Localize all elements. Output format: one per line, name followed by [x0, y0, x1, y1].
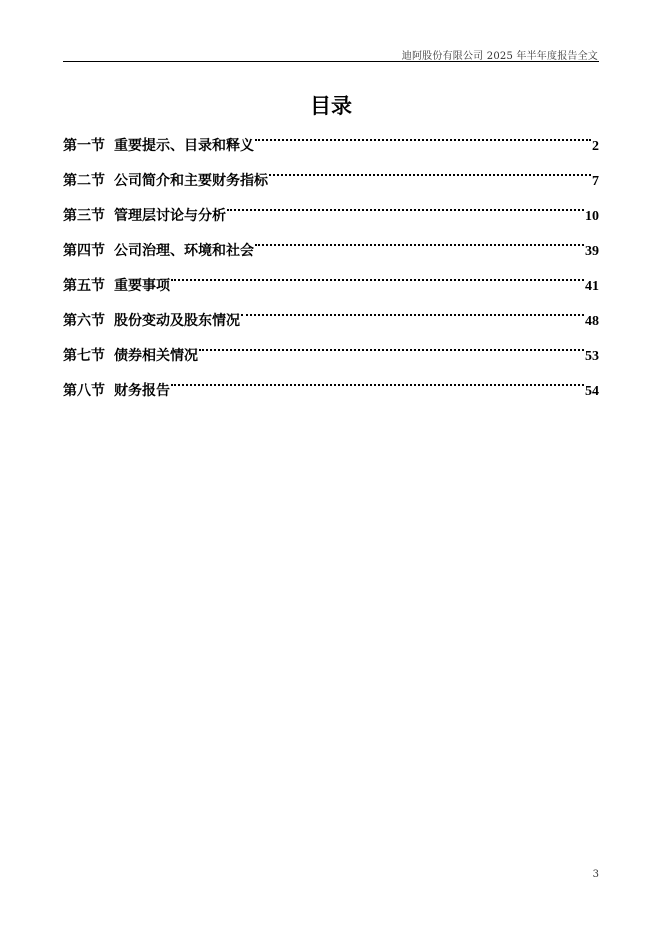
toc-section-number: 第七节 — [63, 348, 105, 364]
toc-dot-leader — [269, 159, 591, 185]
toc-title: 目录 — [310, 93, 352, 118]
toc-entry-5[interactable] — [63, 264, 599, 299]
toc-section-number: 第二节 — [63, 173, 105, 189]
toc-section-title: 重要提示、目录和释义 — [114, 138, 254, 154]
toc-entry-8[interactable] — [63, 369, 599, 404]
page-number: 3 — [592, 869, 599, 880]
toc-section-number: 第五节 — [63, 278, 105, 294]
toc-entry-1[interactable] — [63, 124, 599, 159]
toc-dot-leader — [171, 369, 584, 395]
toc-dot-leader — [255, 124, 591, 150]
toc-dot-leader — [227, 194, 584, 220]
toc-section-title: 公司治理、环境和社会 — [114, 243, 254, 259]
toc-dot-leader — [255, 229, 584, 255]
toc-page-number: 48 — [585, 314, 599, 329]
toc-section-title: 股份变动及股东情况 — [114, 313, 240, 329]
toc-list — [63, 124, 599, 404]
toc-dot-leader — [171, 264, 584, 290]
toc-page-number: 7 — [592, 174, 599, 189]
toc-section-title: 管理层讨论与分析 — [114, 208, 226, 224]
toc-entry-2[interactable] — [63, 159, 599, 194]
toc-section-title: 公司简介和主要财务指标 — [114, 173, 268, 189]
header-divider — [63, 61, 599, 62]
toc-page-number: 39 — [585, 244, 599, 259]
toc-section-number: 第三节 — [63, 208, 105, 224]
toc-page-number: 53 — [585, 349, 599, 364]
toc-section-title: 财务报告 — [114, 383, 170, 399]
toc-dot-leader — [199, 334, 584, 360]
toc-section-title: 重要事项 — [114, 278, 170, 294]
toc-page-number: 10 — [585, 209, 599, 224]
toc-page-number: 41 — [585, 279, 599, 294]
toc-page-number: 54 — [585, 384, 599, 399]
toc-section-title: 债券相关情况 — [114, 348, 198, 364]
toc-entry-3[interactable] — [63, 194, 599, 229]
toc-entry-6[interactable] — [63, 299, 599, 334]
toc-page-number: 2 — [592, 139, 599, 154]
toc-entry-7[interactable] — [63, 334, 599, 369]
toc-entry-4[interactable] — [63, 229, 599, 264]
toc-section-number: 第四节 — [63, 243, 105, 259]
toc-section-number: 第一节 — [63, 138, 105, 154]
toc-dot-leader — [241, 299, 584, 325]
header-title: 迪阿股份有限公司 2025 年半年度报告全文 — [401, 51, 598, 62]
toc-section-number: 第八节 — [63, 383, 105, 399]
toc-section-number: 第六节 — [63, 313, 105, 329]
